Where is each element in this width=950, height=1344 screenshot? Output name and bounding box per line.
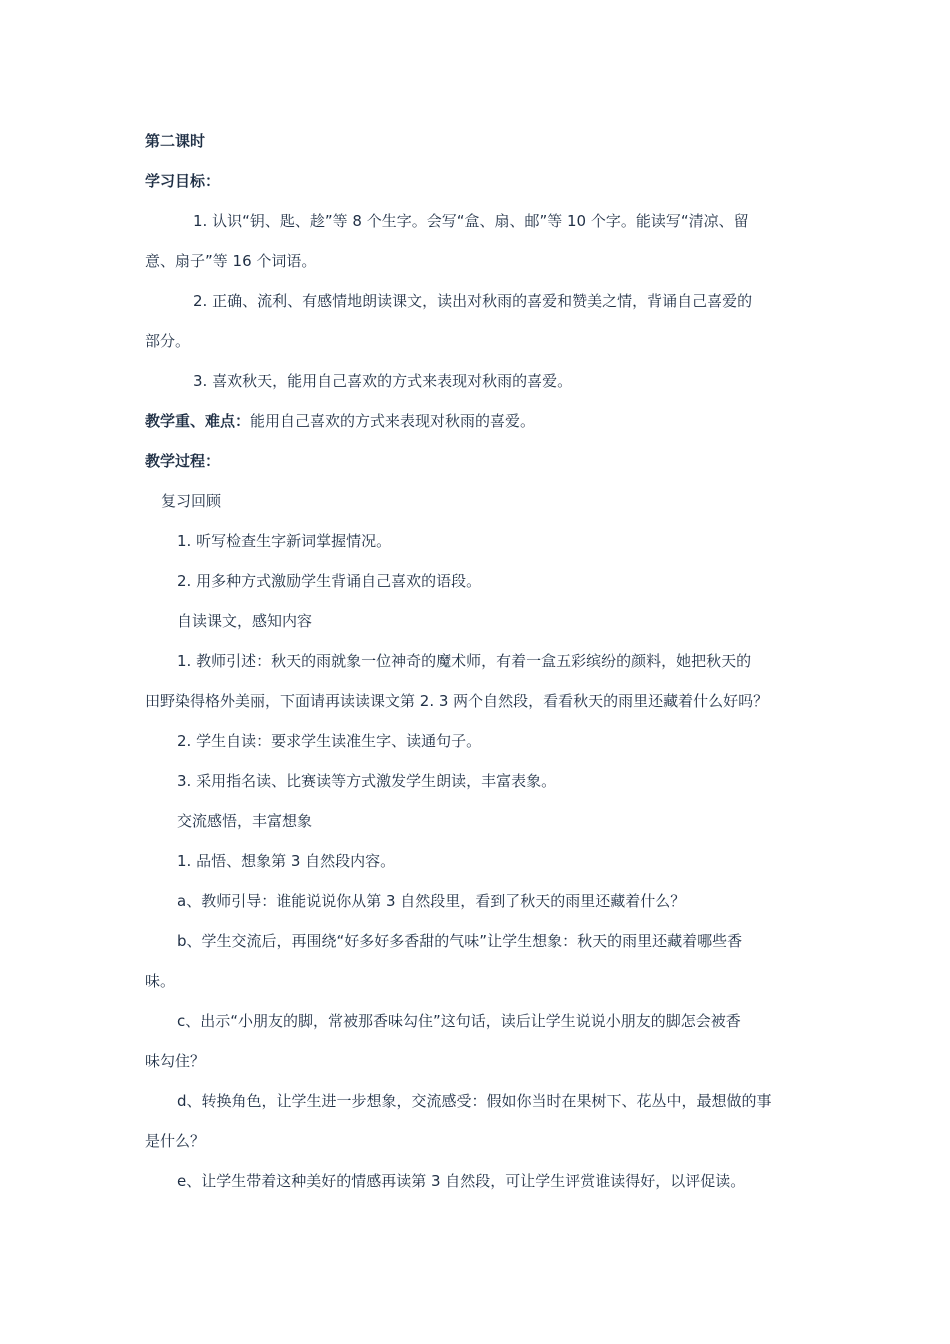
process-heading: 教学过程： — [145, 452, 221, 470]
section-2-item-1-line-2: 田野染得格外美丽，下面请再读读课文第 2. 3 两个自然段，看看秋天的雨里还藏着什么好吗？ — [145, 692, 769, 710]
section-3-item-1: 1. 品悟、想象第 3 自然段内容。 — [177, 852, 396, 870]
section-3-step-d-line-1: d、转换角色，让学生进一步想象，交流感受：假如你当时在果树下、花丛中，最想做的事 — [177, 1092, 772, 1110]
section-3-step-d-line-2: 是什么？ — [145, 1132, 206, 1150]
goal-3: 3. 喜欢秋天，能用自己喜欢的方式来表现对秋雨的喜爱。 — [193, 372, 573, 390]
section-3-step-c-line-2: 味勾住？ — [145, 1052, 206, 1070]
section-3-step-b-line-1: b、学生交流后，再围绕“好多好多香甜的气味”让学生想象：秋天的雨里还藏着哪些香 — [177, 932, 743, 950]
section-3-step-c-line-1: c、出示“小朋友的脚，常被那香味勾住”这句话，读后让学生说说小朋友的脚怎会被香 — [177, 1012, 741, 1030]
goal-1-line-2: 意、扇子”等 16 个词语。 — [145, 252, 317, 270]
goals-heading: 学习目标： — [145, 172, 221, 190]
section-1-item-1: 1. 听写检查生字新词掌握情况。 — [177, 532, 392, 550]
goal-2-line-2: 部分。 — [145, 332, 191, 350]
document-page — [145, 121, 810, 1201]
section-3-title: 交流感悟，丰富想象 — [177, 812, 313, 830]
key-points — [145, 401, 810, 441]
section-1-title: 复习回顾 — [161, 492, 222, 510]
section-3-step-e: e、让学生带着这种美好的情感再读第 3 自然段，可让学生评赏谁读得好，以评促读。 — [177, 1172, 746, 1190]
section-2-item-2: 2. 学生自读：要求学生读准生字、读通句子。 — [177, 732, 482, 750]
goal-1-line-1: 1. 认识“钥、匙、趁”等 8 个生字。会写“盒、扇、邮”等 10 个字。能读写“清凉、留 — [193, 212, 749, 230]
section-2-item-3: 3. 采用指名读、比赛读等方式激发学生朗读，丰富表象。 — [177, 772, 557, 790]
section-1-item-2: 2. 用多种方式激励学生背诵自己喜欢的语段。 — [177, 572, 482, 590]
goal-2-line-1: 2. 正确、流利、有感情地朗读课文，读出对秋雨的喜爱和赞美之情，背诵自己喜爱的 — [193, 292, 753, 310]
lesson-title: 第二课时 — [145, 132, 206, 150]
section-2-title: 自读课文，感知内容 — [177, 612, 313, 630]
section-3-step-b-line-2: 味。 — [145, 972, 176, 990]
key-points-label: 教学重、难点： — [145, 412, 251, 430]
section-2-item-1-line-1: 1. 教师引述：秋天的雨就象一位神奇的魔术师，有着一盒五彩缤纷的颜料，她把秋天的 — [177, 652, 752, 670]
key-points-text: 能用自己喜欢的方式来表现对秋雨的喜爱。 — [250, 412, 536, 430]
section-3-step-a: a、教师引导：谁能说说你从第 3 自然段里，看到了秋天的雨里还藏着什么？ — [177, 892, 686, 910]
